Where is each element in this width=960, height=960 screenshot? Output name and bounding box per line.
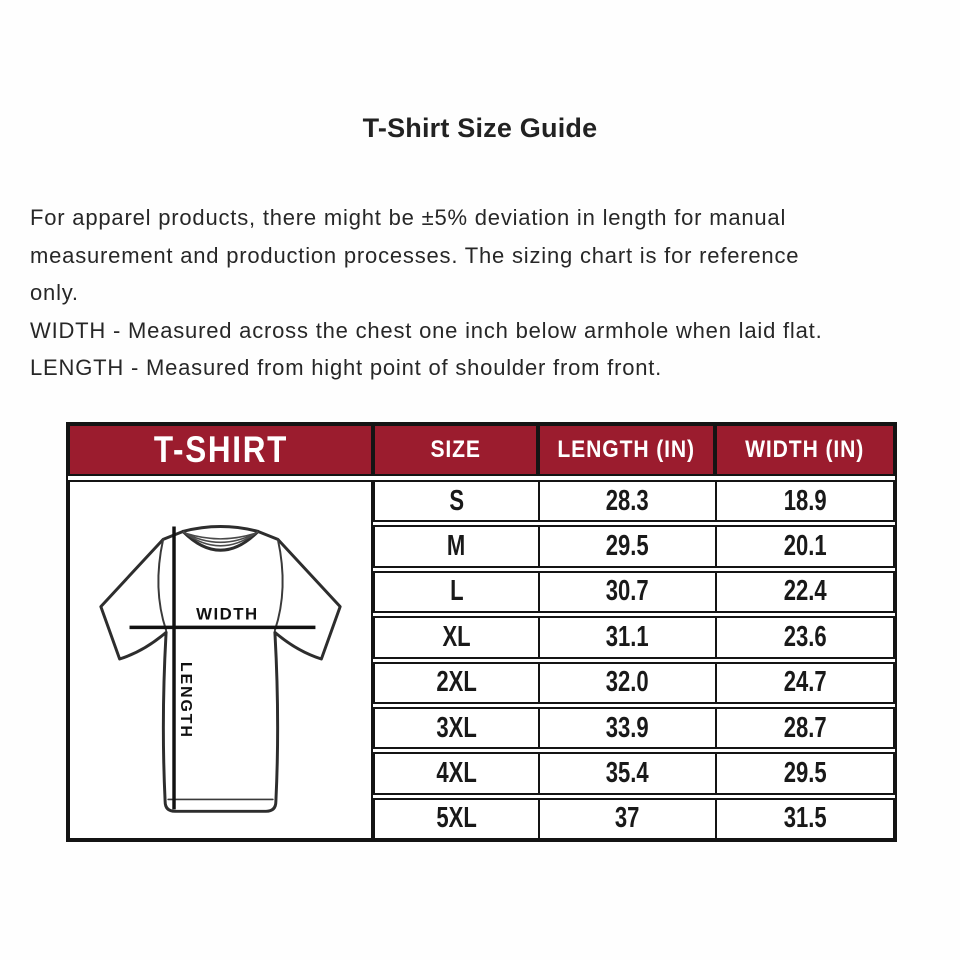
size-cell: 2XL <box>436 666 477 699</box>
width-cell: 18.9 <box>715 482 893 520</box>
length-cell: 28.3 <box>538 482 715 520</box>
size-cell: 3XL <box>436 711 477 744</box>
size-rows <box>373 480 895 840</box>
table-row <box>373 798 895 840</box>
page-title: T-Shirt Size Guide <box>362 113 598 143</box>
width-cell: 29.5 <box>715 754 893 792</box>
length-cell: 32.0 <box>538 664 715 702</box>
table-header-length: LENGTH (IN) <box>538 424 715 476</box>
table-row <box>373 525 895 567</box>
table-row <box>373 616 895 658</box>
width-label: WIDTH <box>196 604 259 624</box>
table-row <box>373 752 895 794</box>
intro-line-3: only. <box>30 280 79 306</box>
length-cell: 30.7 <box>538 573 715 611</box>
width-cell: 28.7 <box>715 709 893 747</box>
length-label: LENGTH <box>176 661 194 739</box>
size-cell: S <box>449 484 464 517</box>
table-header-size: SIZE <box>373 424 538 476</box>
table-row <box>373 707 895 749</box>
length-cell: 33.9 <box>538 709 715 747</box>
length-cell: 29.5 <box>538 527 715 565</box>
tshirt-illustration <box>72 482 369 838</box>
size-table <box>66 422 897 842</box>
length-cell: 35.4 <box>538 754 715 792</box>
width-cell: 31.5 <box>715 800 893 838</box>
intro-line-2: measurement and production processes. The sizing chart is for reference <box>30 242 800 268</box>
width-cell: 24.7 <box>715 664 893 702</box>
intro-line-1: For apparel products, there might be ±5% deviation in length for manual <box>30 205 787 230</box>
intro-text <box>30 199 940 387</box>
width-cell: 23.6 <box>715 618 893 656</box>
table-header-width: WIDTH (IN) <box>715 424 895 476</box>
size-table-body <box>68 480 895 840</box>
table-header-product: T-SHIRT <box>68 424 373 476</box>
size-cell: XL <box>442 620 471 653</box>
size-cell: L <box>449 575 464 608</box>
size-cell: 4XL <box>436 756 477 789</box>
table-row <box>373 571 895 613</box>
size-table-header <box>68 424 895 476</box>
length-cell: 37 <box>538 800 715 838</box>
table-row <box>373 480 895 522</box>
width-cell: 20.1 <box>715 527 893 565</box>
size-cell: M <box>447 530 466 563</box>
width-cell: 22.4 <box>715 573 893 611</box>
table-row <box>373 662 895 704</box>
length-cell: 31.1 <box>538 618 715 656</box>
width-definition: WIDTH - Measured across the chest one inch below armhole when laid flat. <box>30 317 823 343</box>
length-definition: LENGTH - Measured from hight point of shoulder from front. <box>30 355 663 381</box>
tshirt-diagram-cell <box>68 480 373 840</box>
size-cell: 5XL <box>436 802 477 835</box>
